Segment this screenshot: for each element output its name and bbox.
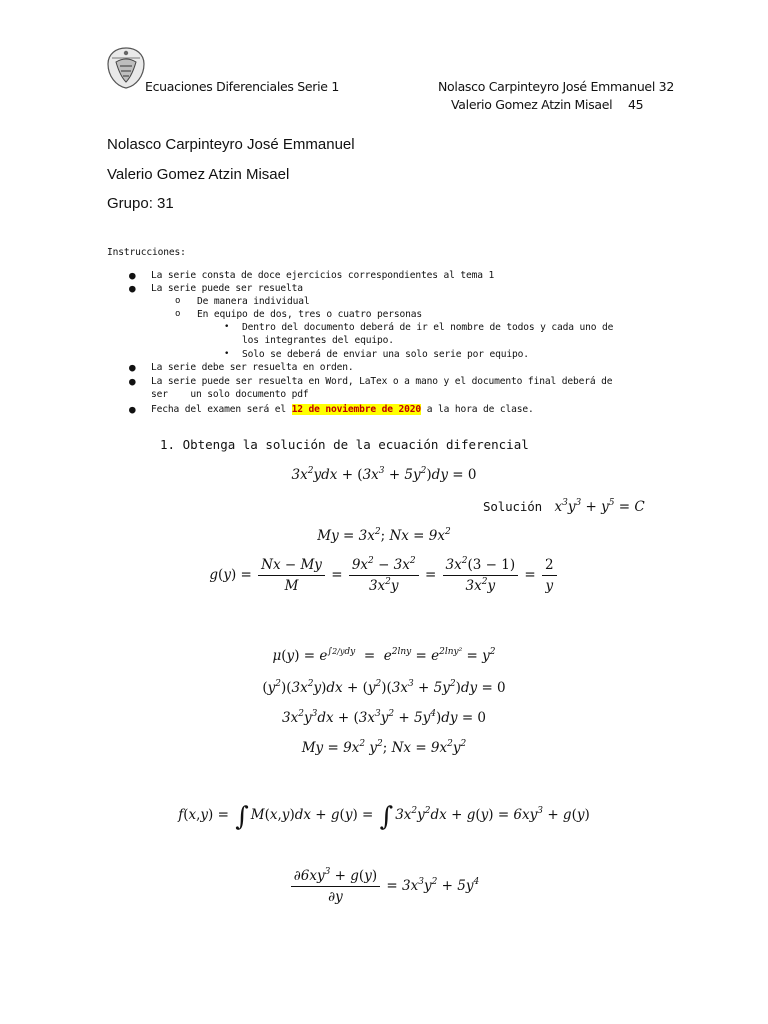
- square-bullet-icon: •: [224, 349, 230, 359]
- list-item: La serie puede ser resuelta en Word, LaTex o a mano y el documento final deberá de: [151, 376, 613, 387]
- partial-derivatives-1: $My = 3x^2$; $Nx = 9x^2$: [317, 527, 451, 544]
- integrating-factor-g: g(y) = $\frac{Nx - My}{M}$ = $\frac{9x^2 - 3x^2}{3x^2y}$ = $\frac{3x^2(3 - 1)}{3x^2y}$ = $\frac{2}{y}$: [0, 557, 768, 594]
- instructions-list: [0, 270, 768, 420]
- list-item: Dentro del documento deberá de ir el nombre de todos y cada uno de: [242, 322, 614, 333]
- partial-y-equation: $\frac{\partial 6xy^3 + g(y)}{\partial y}$ = $3x^3y^2 + 5y^4$: [0, 868, 768, 905]
- question-1-title: 1. Obtenga la solución de la ecuación diferencial: [160, 437, 529, 452]
- solution-label: Solución: [483, 499, 543, 514]
- list-item: La serie debe ser resuelta en orden.: [151, 362, 354, 373]
- author2-number: 45: [628, 97, 644, 112]
- solution-formula: $x^3y^3 + y^5 = C$: [554, 498, 645, 515]
- unam-logo-icon: [106, 46, 146, 90]
- author2-header: Valerio Gomez Atzin Misael: [451, 97, 613, 112]
- potential-function: f(x,y) = ∫ M(x,y)dx + g(y) = ∫ $3x^2y^2dx + g(y) = 6xy^3 + g(y)$: [178, 802, 590, 832]
- solution-line: [483, 498, 645, 516]
- bullet-icon: ●: [129, 403, 136, 416]
- author1-header: Nolasco Carpinteyro José Emmanuel 32: [438, 79, 674, 94]
- equation-multiplied: $(y^2)(3x^2y)dx + (y^2)(3x^3 + 5y^2)dy = 0$: [262, 679, 506, 696]
- student-name-2: Valerio Gomez Atzin Misael: [107, 166, 290, 183]
- list-item: Solo se deberá de enviar una solo serie por equipo.: [242, 349, 529, 360]
- integrating-factor-mu: $\mu(y) = e^{\int 2/ydy} = e^{2lny} = e^{2lny^2} = y^2$: [272, 647, 496, 664]
- equation-exact: $3x^2y^3dx + (3x^3y^2 + 5y^4)dy = 0$: [281, 709, 487, 726]
- partial-derivatives-2: $My = 9x^2$ $y^2$; $Nx = 9x^2y^2$: [301, 739, 467, 756]
- list-item-continuation: ser un solo documento pdf: [151, 389, 309, 400]
- list-item-continuation: los integrantes del equipo.: [242, 335, 394, 346]
- sub-bullet-icon: o: [175, 296, 181, 306]
- course-title: Ecuaciones Diferenciales Serie 1: [145, 79, 340, 94]
- list-item: La serie puede ser resuelta: [151, 283, 303, 294]
- bullet-icon: ●: [129, 269, 136, 282]
- bullet-icon: ●: [129, 361, 136, 374]
- list-item: De manera individual: [197, 296, 310, 307]
- student-name-1: Nolasco Carpinteyro José Emmanuel: [107, 136, 355, 153]
- sub-bullet-icon: o: [175, 309, 181, 319]
- equation-main: $3x^2ydx + (3x^3 + 5y^2)dy = 0$: [291, 466, 477, 483]
- exam-date-highlight: 12 de noviembre de 2020: [291, 404, 422, 415]
- square-bullet-icon: •: [224, 322, 230, 332]
- group-label: Grupo: 31: [107, 195, 174, 212]
- list-item: [151, 404, 534, 415]
- list-item: En equipo de dos, tres o cuatro personas: [197, 309, 423, 320]
- exam-date-suffix: a la hora de clase.: [421, 404, 534, 415]
- bullet-icon: ●: [129, 282, 136, 295]
- list-item: La serie consta de doce ejercicios correspondientes al tema 1: [151, 270, 495, 281]
- instructions-title: Instrucciones:: [107, 247, 186, 258]
- bullet-icon: ●: [129, 375, 136, 388]
- exam-date-prefix: Fecha del examen será el: [151, 404, 292, 415]
